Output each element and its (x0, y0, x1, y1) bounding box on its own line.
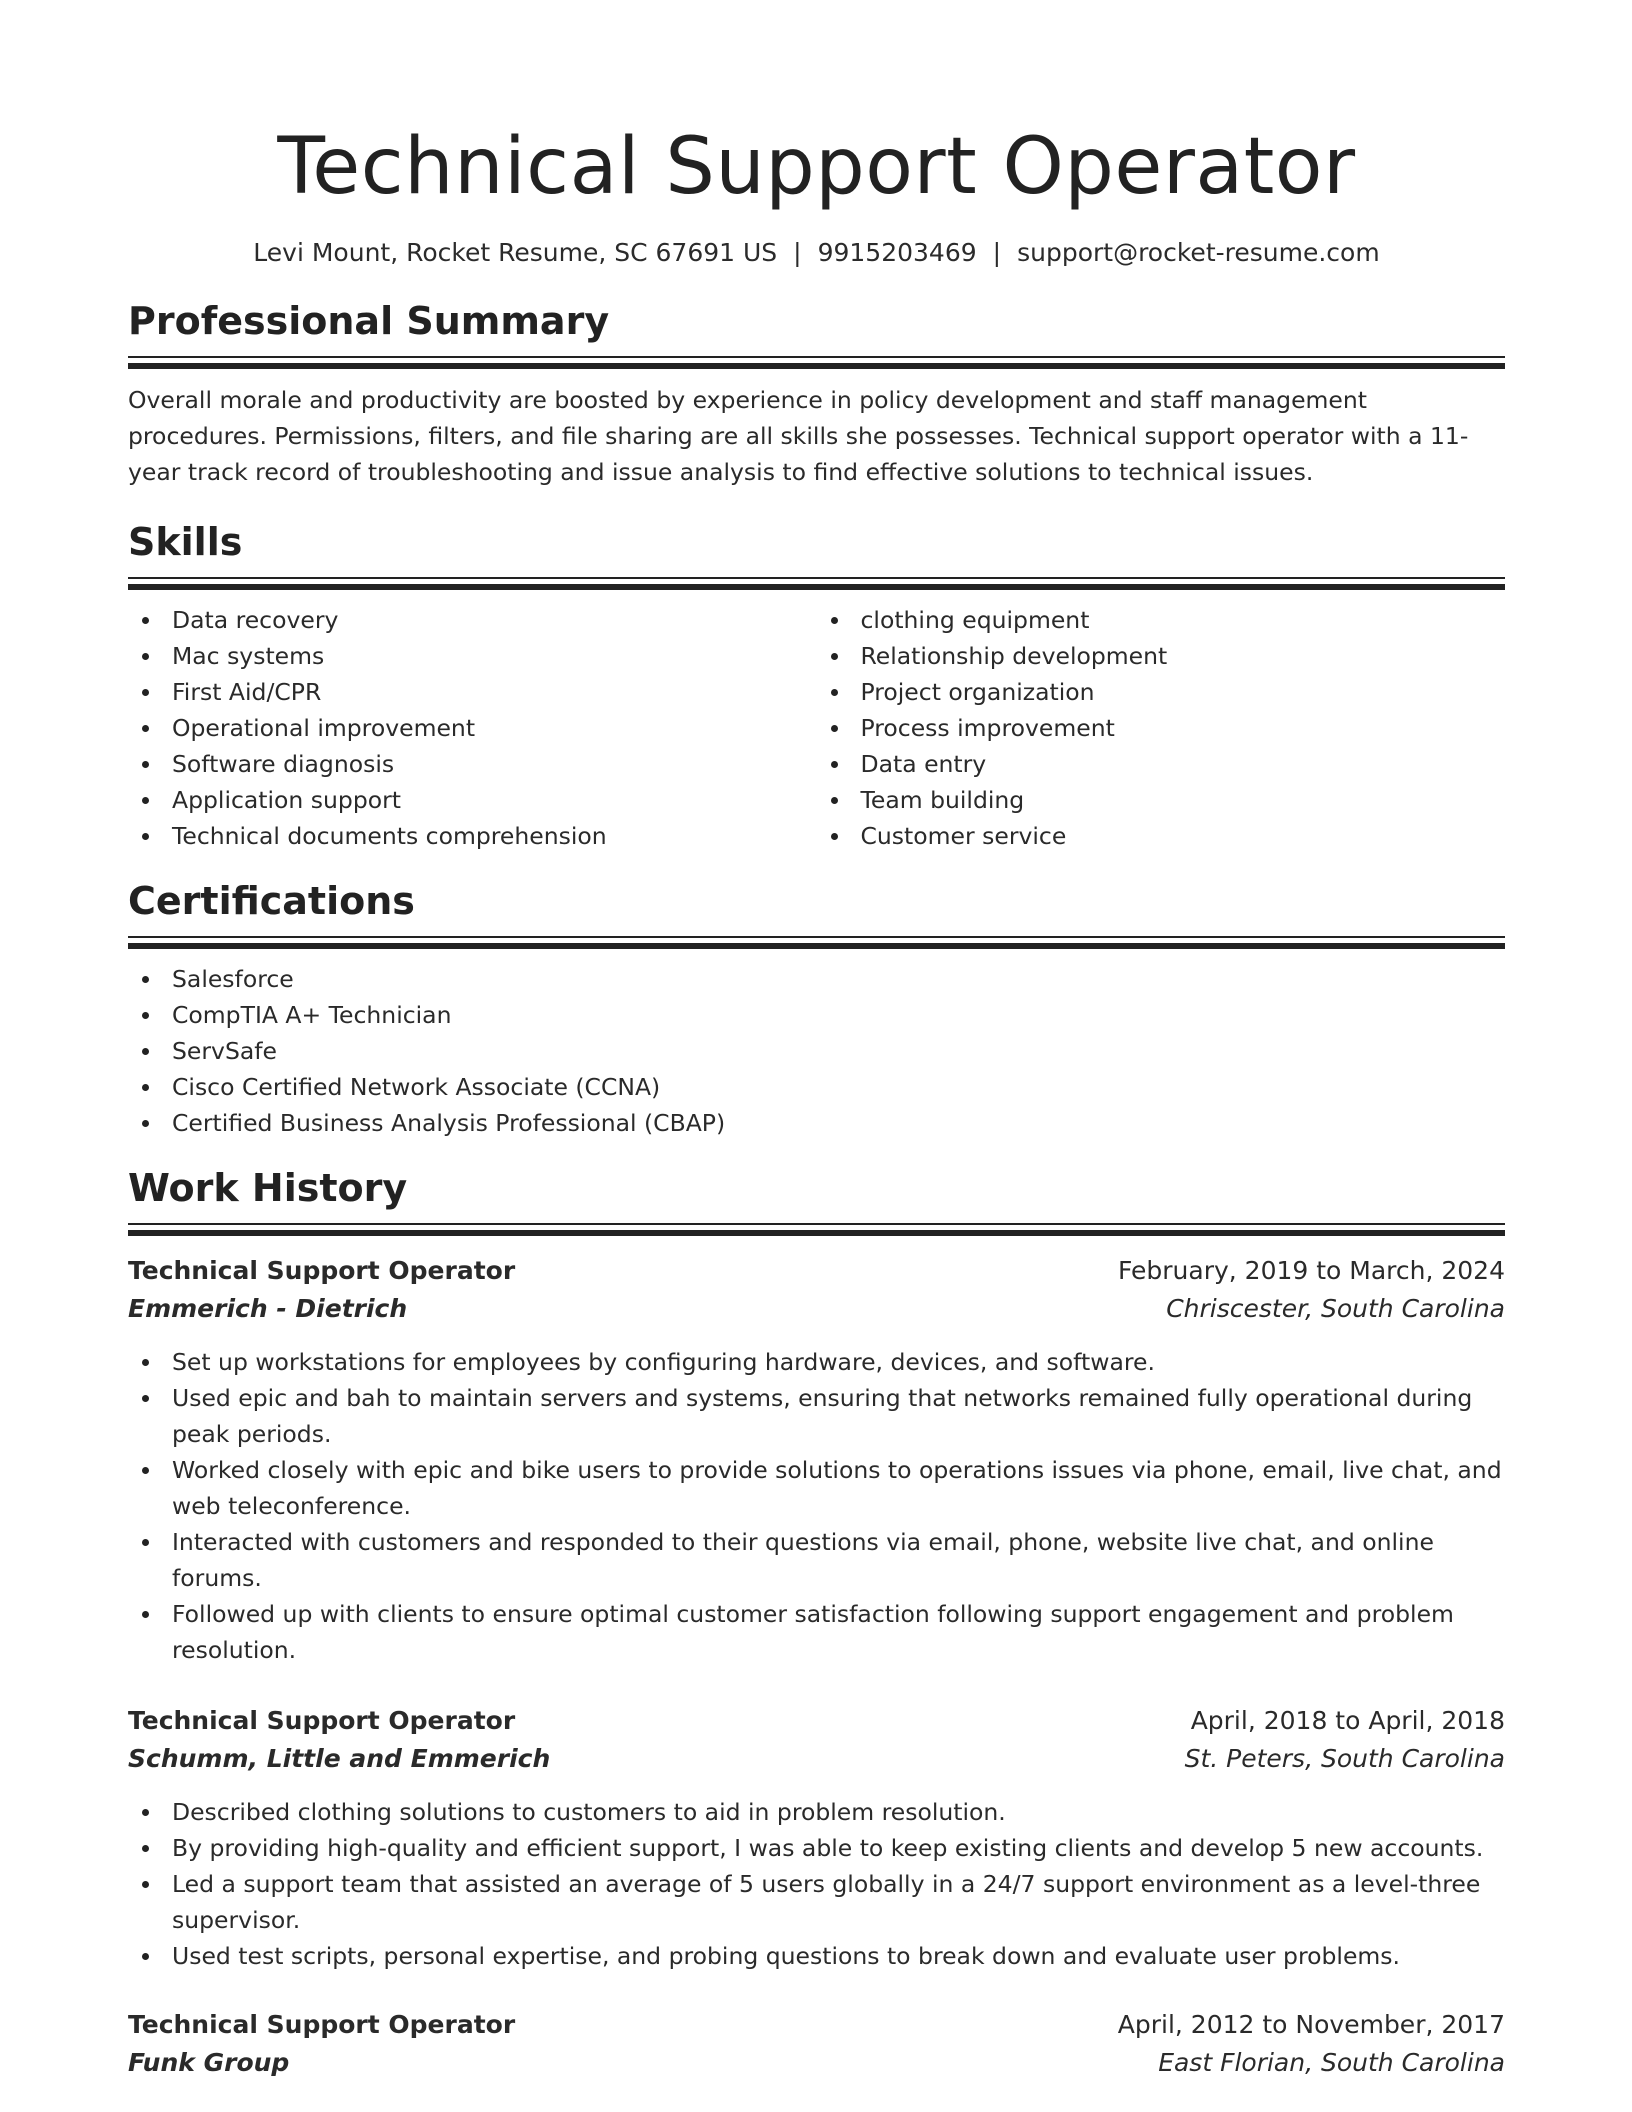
job-entry (128, 1702, 1505, 1974)
job-bullet: Worked closely with epic and bike users to provide solutions to operations issues via phone, email, live chat, and web teleconference. (128, 1452, 1505, 1524)
job-company: Funk Group (128, 2048, 290, 2077)
skill-item: Technical documents comprehension (128, 818, 817, 854)
skills-list-left (128, 602, 817, 854)
job-subheader (128, 1740, 1505, 1778)
job-bullet: Followed up with clients to ensure optimal customer satisfaction following support engagement and problem resolution. (128, 1596, 1505, 1668)
job-dates: April, 2012 to November, 2017 (1117, 2010, 1505, 2039)
job-subheader (128, 1290, 1505, 1328)
contact-separator: | (992, 238, 1002, 267)
job-location: East Florian, South Carolina (1158, 2048, 1505, 2077)
work-history-section (128, 1163, 1505, 2082)
certifications-section (128, 876, 1505, 1141)
contact-phone: 9915203469 (817, 238, 977, 267)
skill-item: Software diagnosis (128, 746, 817, 782)
job-dates: February, 2019 to March, 2024 (1117, 1256, 1505, 1285)
section-divider (128, 936, 1505, 949)
skill-item: Operational improvement (128, 710, 817, 746)
section-heading-work-history: Work History (128, 1166, 408, 1210)
job-dates: April, 2018 to April, 2018 (1190, 1706, 1505, 1735)
job-title: Technical Support Operator (128, 1256, 516, 1285)
skill-item: Relationship development (817, 638, 1506, 674)
job-bullet: Set up workstations for employees by configuring hardware, devices, and software. (128, 1344, 1505, 1380)
skill-item: Team building (817, 782, 1506, 818)
summary-section (128, 296, 1505, 490)
job-header (128, 1702, 1505, 1740)
job-bullet: Used epic and bah to maintain servers and systems, ensuring that networks remained fully operational during peak periods. (128, 1380, 1505, 1452)
contact-line (128, 236, 1505, 270)
certification-item: Certified Business Analysis Professional (CBAP) (128, 1105, 1505, 1141)
job-entry (128, 1252, 1505, 1668)
skill-item: Process improvement (817, 710, 1506, 746)
job-location: Chriscester, South Carolina (1166, 1294, 1505, 1323)
skill-item: Mac systems (128, 638, 817, 674)
skill-item: clothing equipment (817, 602, 1506, 638)
skill-item: First Aid/CPR (128, 674, 817, 710)
job-bullet: Described clothing solutions to customers to aid in problem resolution. (128, 1794, 1505, 1830)
job-bullet: By providing high-quality and efficient support, I was able to keep existing clients and develop 5 new accounts. (128, 1830, 1505, 1866)
skill-item: Data entry (817, 746, 1506, 782)
certification-item: CompTIA A+ Technician (128, 997, 1505, 1033)
job-bullet: Led a support team that assisted an average of 5 users globally in a 24/7 support environment as a level-three supervisor. (128, 1866, 1505, 1938)
skill-item: Customer service (817, 818, 1506, 854)
skills-columns (128, 602, 1505, 854)
contact-separator: | (793, 238, 802, 267)
job-bullets (128, 1344, 1505, 1668)
job-bullet: Used test scripts, personal expertise, and probing questions to break down and evaluate user problems. (128, 1938, 1505, 1974)
section-heading-skills: Skills (128, 520, 243, 564)
section-heading-certifications: Certifications (128, 879, 415, 923)
section-divider (128, 577, 1505, 590)
job-header (128, 2006, 1505, 2044)
certification-item: Salesforce (128, 961, 1505, 997)
skills-section (128, 517, 1505, 854)
skills-list-right (817, 602, 1506, 854)
certification-item: Cisco Certified Network Associate (CCNA) (128, 1069, 1505, 1105)
job-header (128, 1252, 1505, 1290)
section-heading-summary: Professional Summary (128, 299, 610, 343)
skill-item: Application support (128, 782, 817, 818)
section-divider (128, 356, 1505, 369)
summary-text: Overall morale and productivity are boosted by experience in policy development and staff management procedures. Permissions, filters, and file sharing are all skills she possesses. Technical support operator with a 11-year track record of troubleshooting and issue analysis to find effective solutions to technical issues. (128, 386, 1469, 486)
certifications-list (128, 961, 1505, 1141)
skill-item: Data recovery (128, 602, 817, 638)
contact-email: support@rocket-resume.com (1017, 238, 1380, 267)
job-title: Technical Support Operator (128, 2010, 516, 2039)
certification-item: ServSafe (128, 1033, 1505, 1069)
job-location: St. Peters, South Carolina (1184, 1744, 1505, 1773)
job-bullets (128, 1794, 1505, 1974)
job-company: Emmerich - Dietrich (128, 1294, 408, 1323)
section-divider (128, 1223, 1505, 1236)
job-company: Schumm, Little and Emmerich (128, 1744, 551, 1773)
job-subheader (128, 2044, 1505, 2082)
contact-address: Levi Mount, Rocket Resume, SC 67691 US (253, 238, 778, 267)
job-title: Technical Support Operator (128, 1706, 516, 1735)
job-bullet: Interacted with customers and responded to their questions via email, phone, website live chat, and online forums. (128, 1524, 1505, 1596)
resume-title: Technical Support Operator (277, 122, 1356, 212)
job-entry (128, 2006, 1505, 2082)
skill-item: Project organization (817, 674, 1506, 710)
